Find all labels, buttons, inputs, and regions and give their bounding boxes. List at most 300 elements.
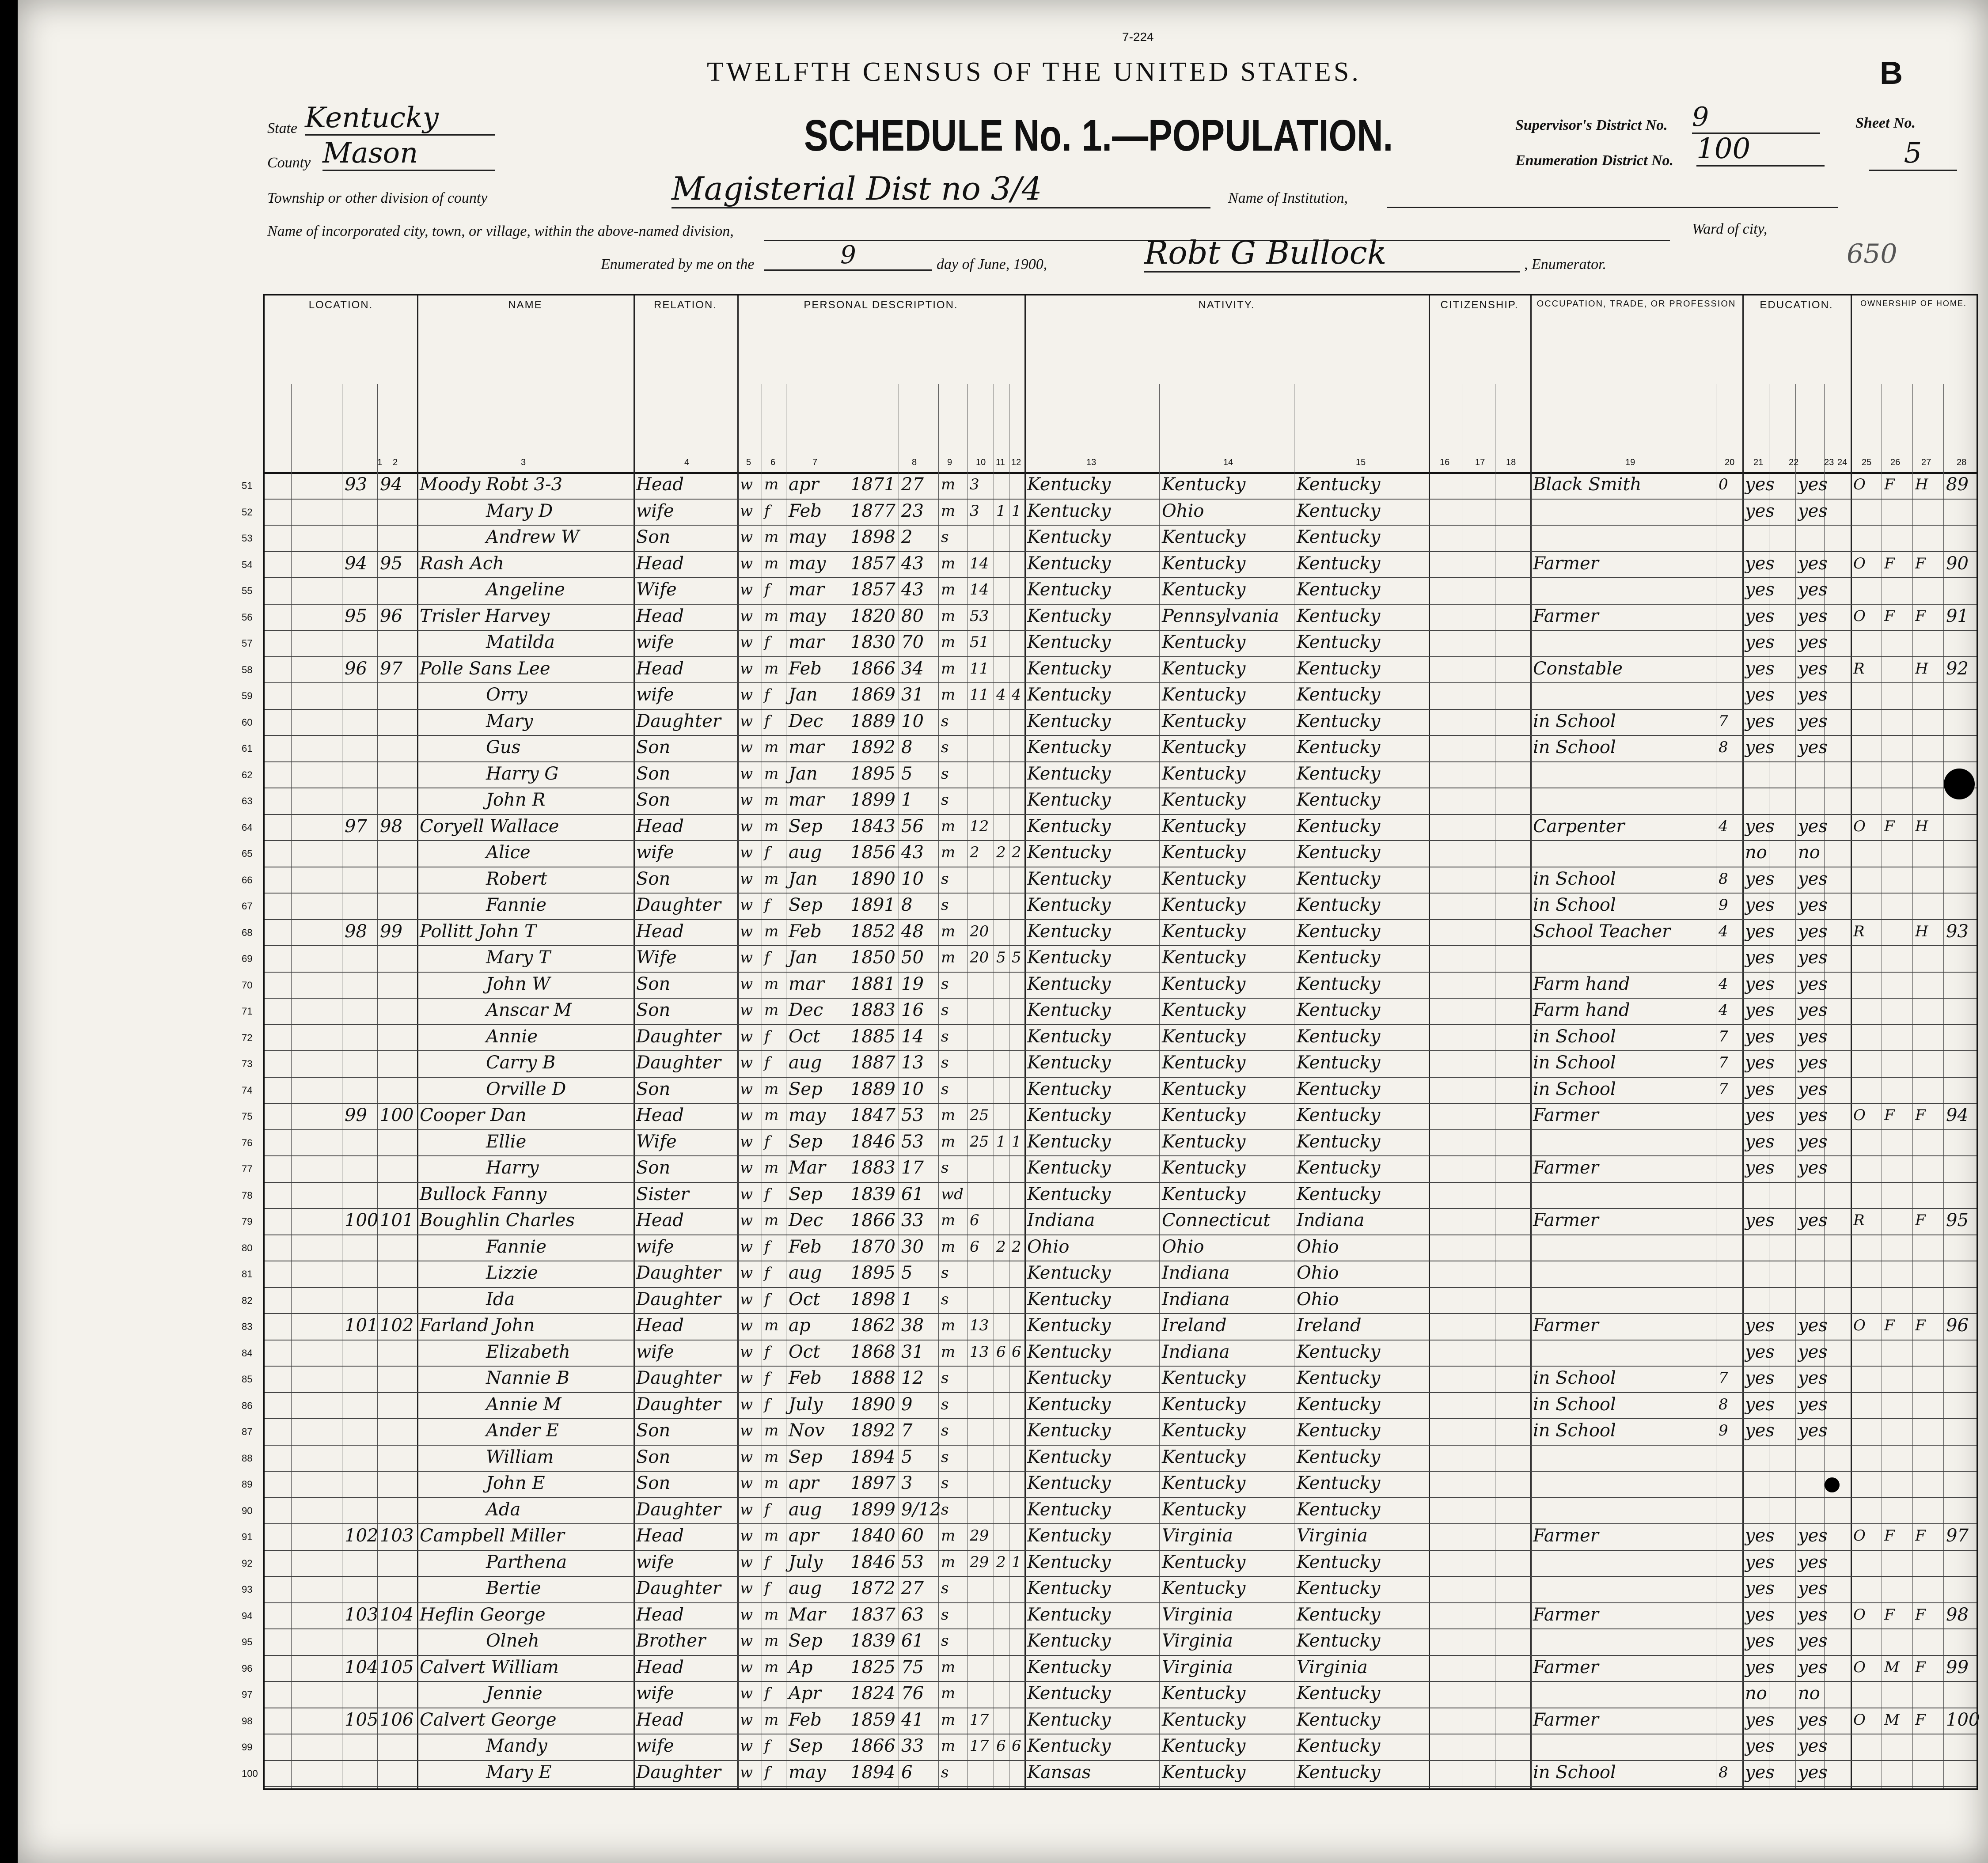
cell-rel: Son [636, 1158, 671, 1178]
cell-rel: Daughter [636, 1368, 721, 1388]
cell-pobf: Kentucky [1162, 1000, 1246, 1020]
cell-pobf: Connecticut [1162, 1210, 1271, 1231]
row-number: 71 [242, 1006, 253, 1017]
cell-fm: F [1884, 476, 1895, 493]
institution-value-line [1387, 194, 1838, 208]
row-number: 100 [242, 1768, 258, 1779]
cell-rd: yes [1745, 1105, 1775, 1125]
cell-mo: 7 [1719, 1027, 1728, 1045]
cell-age: 27 [901, 474, 924, 495]
cell-cond: s [941, 1264, 949, 1282]
cell-pobm: Kentucky [1297, 1079, 1381, 1099]
cell-race: w [740, 659, 753, 678]
cell-mo: 4 [1719, 922, 1728, 940]
cell-pobm: Kentucky [1297, 973, 1381, 994]
cell-age: 63 [901, 1604, 924, 1625]
cell-sex: m [764, 1159, 779, 1177]
cell-race: w [740, 765, 753, 783]
cell-ym: 6 [970, 1238, 979, 1256]
cell-dw: 97 [345, 816, 367, 837]
cell-age: 5 [901, 1263, 913, 1283]
cell-cond: m [941, 1553, 956, 1571]
column-divider [938, 384, 939, 1788]
cell-pob: Kentucky [1027, 1683, 1111, 1704]
cell-pobm: Kentucky [1297, 1341, 1381, 1362]
cell-fm: M [1884, 1711, 1900, 1729]
cell-wr: yes [1798, 606, 1828, 626]
cell-rd: yes [1745, 1315, 1775, 1336]
cell-rd: yes [1745, 711, 1775, 731]
cell-age: 8 [901, 895, 913, 915]
row-number: 64 [242, 822, 253, 833]
cell-pobm: Kentucky [1297, 711, 1381, 731]
cell-race: w [740, 476, 753, 493]
cell-rd: yes [1745, 500, 1775, 521]
cell-pob: Indiana [1027, 1210, 1095, 1231]
cell-year: 1889 [850, 711, 895, 731]
cell-wr: yes [1798, 711, 1828, 731]
cell-fm: F [1884, 1606, 1895, 1624]
row-number: 76 [242, 1137, 253, 1148]
cell-cl: 1 [1012, 1553, 1021, 1571]
state-label: State [267, 120, 297, 136]
cell-pobf: Kentucky [1162, 816, 1246, 837]
cell-cond: s [941, 1606, 949, 1624]
cell-pobf: Indiana [1162, 1341, 1230, 1362]
cell-month: Sep [789, 1446, 823, 1467]
enumerated-suffix: day of June, 1900, [937, 256, 1047, 273]
cell-race: w [740, 1238, 753, 1256]
cell-race: w [740, 1500, 753, 1518]
cell-sex: m [764, 528, 779, 546]
cell-month: Oct [789, 1341, 820, 1362]
cell-month: Sep [789, 1079, 823, 1099]
column-divider [1742, 295, 1744, 1788]
row-number: 68 [242, 927, 253, 938]
cell-ym: 14 [970, 581, 989, 598]
cell-pobm: Kentucky [1297, 474, 1381, 495]
cell-rel: Daughter [636, 1289, 721, 1310]
cell-wr: yes [1798, 1368, 1828, 1388]
cell-rel: Son [636, 790, 671, 810]
cell-ch: 4 [996, 686, 1006, 704]
cell-rel: Son [636, 973, 671, 994]
cell-year: 1850 [850, 947, 895, 968]
cell-wr: yes [1798, 947, 1828, 968]
cell-name: Orville D [486, 1079, 566, 1099]
cell-sch: 91 [1946, 606, 1969, 626]
row-number: 77 [242, 1163, 253, 1174]
cell-name: Heflin George [420, 1604, 546, 1625]
cell-rel: Daughter [636, 1578, 721, 1598]
cell-pobf: Kentucky [1162, 895, 1246, 915]
cell-pob: Kentucky [1027, 1499, 1111, 1520]
cell-wr: yes [1798, 868, 1828, 889]
cell-sch: 97 [1946, 1526, 1969, 1546]
cell-rel: Head [636, 1315, 684, 1336]
cell-month: may [789, 553, 826, 574]
cell-rd: yes [1745, 1368, 1775, 1388]
cell-name: Annie [486, 1026, 538, 1047]
cell-pobf: Indiana [1162, 1263, 1230, 1283]
column-divider [1429, 295, 1430, 1788]
cell-name: Moody Robt 3-3 [420, 474, 563, 495]
cell-wr: yes [1798, 1526, 1828, 1546]
cell-wr: yes [1798, 1657, 1828, 1677]
cell-pob: Kentucky [1027, 527, 1111, 547]
cell-sex: f [764, 1369, 770, 1387]
cell-pob: Kentucky [1027, 1315, 1111, 1336]
cell-pobf: Virginia [1162, 1657, 1233, 1677]
cell-pobm: Kentucky [1297, 1736, 1381, 1756]
cell-month: aug [789, 1578, 822, 1598]
cell-sex: f [764, 896, 770, 914]
row-number: 62 [242, 769, 253, 780]
cell-pobf: Kentucky [1162, 1683, 1246, 1704]
cell-wr: yes [1798, 1552, 1828, 1572]
cell-rd: yes [1745, 685, 1775, 705]
cell-name: Coryell Wallace [420, 816, 559, 837]
cell-month: Oct [789, 1289, 820, 1310]
cell-month: may [789, 606, 826, 626]
cell-month: Sep [789, 816, 823, 837]
cell-pobf: Kentucky [1162, 1552, 1246, 1572]
cell-ch: 1 [996, 1132, 1006, 1151]
cell-age: 34 [901, 658, 924, 679]
cell-ym: 20 [970, 922, 989, 940]
row-number: 56 [242, 611, 253, 623]
cell-farm: F [1915, 1658, 1926, 1676]
cell-sex: m [764, 765, 779, 783]
cell-sex: f [764, 1343, 770, 1361]
cell-own: O [1853, 1106, 1866, 1124]
cell-race: w [740, 502, 753, 520]
cell-month: Jan [789, 868, 818, 889]
cell-fm: F [1884, 1527, 1895, 1545]
cell-rel: Daughter [636, 711, 721, 731]
cell-sex: m [764, 607, 779, 625]
cell-pob: Kentucky [1027, 1552, 1111, 1572]
cell-race: w [740, 1527, 753, 1545]
cell-rel: Daughter [636, 1762, 721, 1783]
cell-month: Sep [789, 1736, 823, 1756]
cell-pobm: Kentucky [1297, 737, 1381, 757]
cell-pobf: Kentucky [1162, 1736, 1246, 1756]
column-number: 4 [684, 458, 690, 467]
row-number: 80 [242, 1242, 253, 1253]
cell-race: w [740, 554, 753, 572]
cell-wr: yes [1798, 474, 1828, 495]
township-label: Township or other division of county [267, 190, 488, 206]
cell-year: 1847 [850, 1105, 895, 1125]
cell-year: 1895 [850, 1263, 895, 1283]
cell-pobm: Ohio [1297, 1289, 1339, 1310]
cell-month: may [789, 1105, 826, 1125]
column-number: 16 [1440, 458, 1450, 467]
cell-year: 1889 [850, 1079, 895, 1099]
cell-sex: f [764, 1500, 770, 1518]
cell-year: 1877 [850, 500, 895, 521]
col-nativity: NATIVITY. [1198, 299, 1255, 311]
cell-year: 1866 [850, 1210, 895, 1231]
column-number: 25 [1862, 458, 1872, 467]
cell-pob: Kentucky [1027, 1105, 1111, 1125]
cell-own: O [1853, 607, 1866, 625]
cell-name: Boughlin Charles [420, 1210, 575, 1231]
row-number: 89 [242, 1479, 253, 1490]
row-number: 88 [242, 1452, 253, 1464]
cell-own: R [1853, 659, 1865, 678]
cell-rel: Wife [636, 579, 677, 600]
cell-fam: 94 [380, 474, 402, 495]
cell-cl: 2 [1012, 844, 1021, 861]
cell-sch: 93 [1946, 921, 1969, 942]
cell-pobf: Ireland [1162, 1315, 1227, 1336]
cell-year: 1892 [850, 1420, 895, 1441]
cell-pobm: Kentucky [1297, 1053, 1381, 1073]
cell-wr: yes [1798, 1079, 1828, 1099]
cell-age: 5 [901, 763, 913, 784]
cell-own: R [1853, 922, 1865, 940]
cell-year: 1846 [850, 1131, 895, 1152]
cell-name: Elizabeth [486, 1341, 570, 1362]
column-divider [1943, 384, 1944, 1788]
cell-rel: Son [636, 1000, 671, 1020]
cell-mo: 8 [1719, 1395, 1728, 1413]
cell-wr: yes [1798, 1578, 1828, 1598]
row-number: 61 [242, 743, 253, 754]
column-number: 6 [770, 458, 776, 467]
column-number: 8 [912, 458, 917, 467]
cell-ym: 6 [970, 1212, 979, 1229]
cell-cond: s [941, 791, 949, 809]
cell-occ: Constable [1533, 658, 1623, 679]
cell-pobf: Kentucky [1162, 1446, 1246, 1467]
cell-name: Farland John [420, 1315, 535, 1336]
cell-pobm: Virginia [1297, 1526, 1368, 1546]
column-divider [291, 384, 292, 1788]
col-relation: RELATION. [654, 299, 717, 311]
row-number: 59 [242, 690, 253, 701]
cell-dw: 104 [345, 1657, 379, 1677]
cell-ym: 53 [970, 607, 989, 625]
cell-cond: m [941, 1343, 956, 1361]
cell-year: 1890 [850, 868, 895, 889]
cell-wr: yes [1798, 1762, 1828, 1783]
cell-age: 10 [901, 711, 924, 731]
cell-mo: 0 [1719, 476, 1728, 493]
cell-rd: yes [1745, 1709, 1775, 1730]
cell-name: Calvert George [420, 1709, 557, 1730]
cell-rel: Son [636, 763, 671, 784]
cell-mo: 4 [1719, 817, 1728, 835]
cell-cond: s [941, 1422, 949, 1439]
row-number: 55 [242, 585, 253, 596]
cell-sex: m [764, 1212, 779, 1229]
cell-age: 70 [901, 632, 924, 652]
column-number: 3 [521, 458, 526, 467]
cell-rd: yes [1745, 658, 1775, 679]
cell-ym: 20 [970, 949, 989, 966]
cell-race: w [740, 1448, 753, 1466]
cell-year: 1895 [850, 763, 895, 784]
cell-ym: 14 [970, 554, 989, 572]
cell-name: Olneh [486, 1631, 539, 1651]
row-number: 57 [242, 638, 253, 649]
cell-rel: Son [636, 1079, 671, 1099]
population-table [242, 294, 1980, 1790]
cell-dw: 95 [345, 606, 367, 626]
cell-age: 33 [901, 1210, 924, 1231]
cell-year: 1891 [850, 895, 895, 915]
cell-fam: 97 [380, 658, 402, 679]
cell-farm: H [1915, 659, 1928, 678]
cell-farm: F [1915, 1711, 1926, 1729]
cell-pobf: Kentucky [1162, 1473, 1246, 1493]
cell-pobf: Kentucky [1162, 868, 1246, 889]
cell-month: Nov [789, 1420, 825, 1441]
cell-occ: Farmer [1533, 606, 1599, 626]
column-number: 28 [1957, 458, 1967, 467]
cell-cond: m [941, 817, 956, 835]
cell-sex: m [764, 738, 779, 756]
cell-name: Bertie [486, 1578, 541, 1598]
cell-age: 9 [901, 1394, 913, 1415]
cell-fam: 95 [380, 553, 402, 574]
cell-name: Andrew W [486, 527, 580, 547]
cell-pobm: Kentucky [1297, 1158, 1381, 1178]
cell-sch: 90 [1946, 553, 1969, 574]
cell-year: 1899 [850, 790, 895, 810]
row-number: 72 [242, 1032, 253, 1043]
cell-year: 1866 [850, 658, 895, 679]
col-citizenship: CITIZENSHIP. [1440, 299, 1519, 311]
row-number: 65 [242, 848, 253, 859]
row-number: 86 [242, 1400, 253, 1411]
cell-year: 1899 [850, 1499, 895, 1520]
column-number: 19 [1625, 458, 1635, 467]
cell-pobm: Kentucky [1297, 1683, 1381, 1704]
cell-wr: yes [1798, 816, 1828, 837]
cell-month: Oct [789, 1026, 820, 1047]
cell-pobm: Kentucky [1297, 1184, 1381, 1204]
supervisor-value: 9 [1692, 102, 1820, 134]
cell-cond: m [941, 922, 956, 940]
cell-rel: Head [636, 1526, 684, 1546]
cell-age: 75 [901, 1657, 924, 1677]
cell-rd: yes [1745, 1578, 1775, 1598]
cell-pob: Kentucky [1027, 1263, 1111, 1283]
cell-name: Robert [486, 868, 547, 889]
cell-name: Mandy [486, 1736, 547, 1756]
cell-rel: wife [636, 1552, 674, 1572]
column-divider [1530, 295, 1532, 1788]
row-number: 75 [242, 1111, 253, 1122]
cell-occ: Farmer [1533, 553, 1599, 574]
cell-year: 1852 [850, 921, 895, 942]
cell-race: w [740, 1290, 753, 1308]
cell-cond: m [941, 502, 956, 520]
cell-name: John E [486, 1473, 545, 1493]
cell-month: Ap [789, 1657, 813, 1677]
page-code: 7-224 [1122, 30, 1154, 44]
cell-sex: f [764, 712, 770, 730]
cell-rel: Head [636, 606, 684, 626]
cell-race: w [740, 1212, 753, 1229]
cell-year: 1857 [850, 553, 895, 574]
cell-mo: 7 [1719, 1369, 1728, 1387]
cell-race: w [740, 1763, 753, 1781]
cell-name: Anscar M [486, 1000, 572, 1020]
cell-name: Jennie [486, 1683, 543, 1704]
cell-farm: F [1915, 1317, 1926, 1334]
cell-name: Ada [486, 1499, 521, 1520]
cell-sex: f [764, 1238, 770, 1256]
cell-age: 31 [901, 1341, 924, 1362]
cell-dw: 99 [345, 1105, 367, 1125]
cell-pobm: Kentucky [1297, 500, 1381, 521]
cell-age: 43 [901, 842, 924, 863]
cell-rel: wife [636, 1683, 674, 1704]
cell-fam: 104 [380, 1604, 414, 1625]
cell-cond: s [941, 1579, 949, 1597]
cell-cond: s [941, 1632, 949, 1650]
cell-year: 1872 [850, 1578, 895, 1598]
cell-name: John R [486, 790, 546, 810]
cell-month: Sep [789, 1131, 823, 1152]
cell-wr: yes [1798, 500, 1828, 521]
row-number: 90 [242, 1505, 253, 1516]
cell-pobm: Kentucky [1297, 842, 1381, 863]
county-value: Mason [322, 137, 495, 171]
cell-cond: s [941, 712, 949, 730]
cell-age: 80 [901, 606, 924, 626]
cell-pobf: Kentucky [1162, 1131, 1246, 1152]
cell-pobf: Kentucky [1162, 1762, 1246, 1783]
cell-ch: 1 [996, 502, 1006, 520]
sheet-no-value: 5 [1869, 137, 1957, 171]
cell-sch: 92 [1946, 658, 1969, 679]
col-ownership: OWNERSHIP OF HOME. [1860, 299, 1967, 308]
cell-month: aug [789, 1263, 822, 1283]
cell-wr: yes [1798, 1000, 1828, 1020]
cell-fam: 99 [380, 921, 402, 942]
cell-sex: f [764, 1553, 770, 1571]
cell-pob: Kentucky [1027, 1473, 1111, 1493]
cell-ym: 25 [970, 1132, 989, 1151]
cell-race: w [740, 1080, 753, 1098]
cell-race: w [740, 1185, 753, 1203]
cell-month: Dec [789, 711, 823, 731]
cell-month: Dec [789, 1000, 823, 1020]
cell-occ: Farm hand [1533, 1000, 1630, 1020]
cell-name: Annie M [486, 1394, 561, 1415]
cell-pobf: Ohio [1162, 500, 1204, 521]
cell-name: Fannie [486, 895, 546, 915]
cell-pobm: Kentucky [1297, 868, 1381, 889]
cell-pob: Kentucky [1027, 947, 1111, 968]
cell-pob: Kentucky [1027, 711, 1111, 731]
cell-own: O [1853, 1527, 1866, 1545]
cell-sex: m [764, 1632, 779, 1650]
cell-cond: s [941, 1448, 949, 1466]
cell-race: w [740, 791, 753, 809]
column-number: 5 [746, 458, 751, 467]
cell-ym: 29 [970, 1553, 989, 1571]
cell-rd: yes [1745, 474, 1775, 495]
cell-occ: in School [1533, 1394, 1616, 1415]
cell-race: w [740, 1579, 753, 1597]
